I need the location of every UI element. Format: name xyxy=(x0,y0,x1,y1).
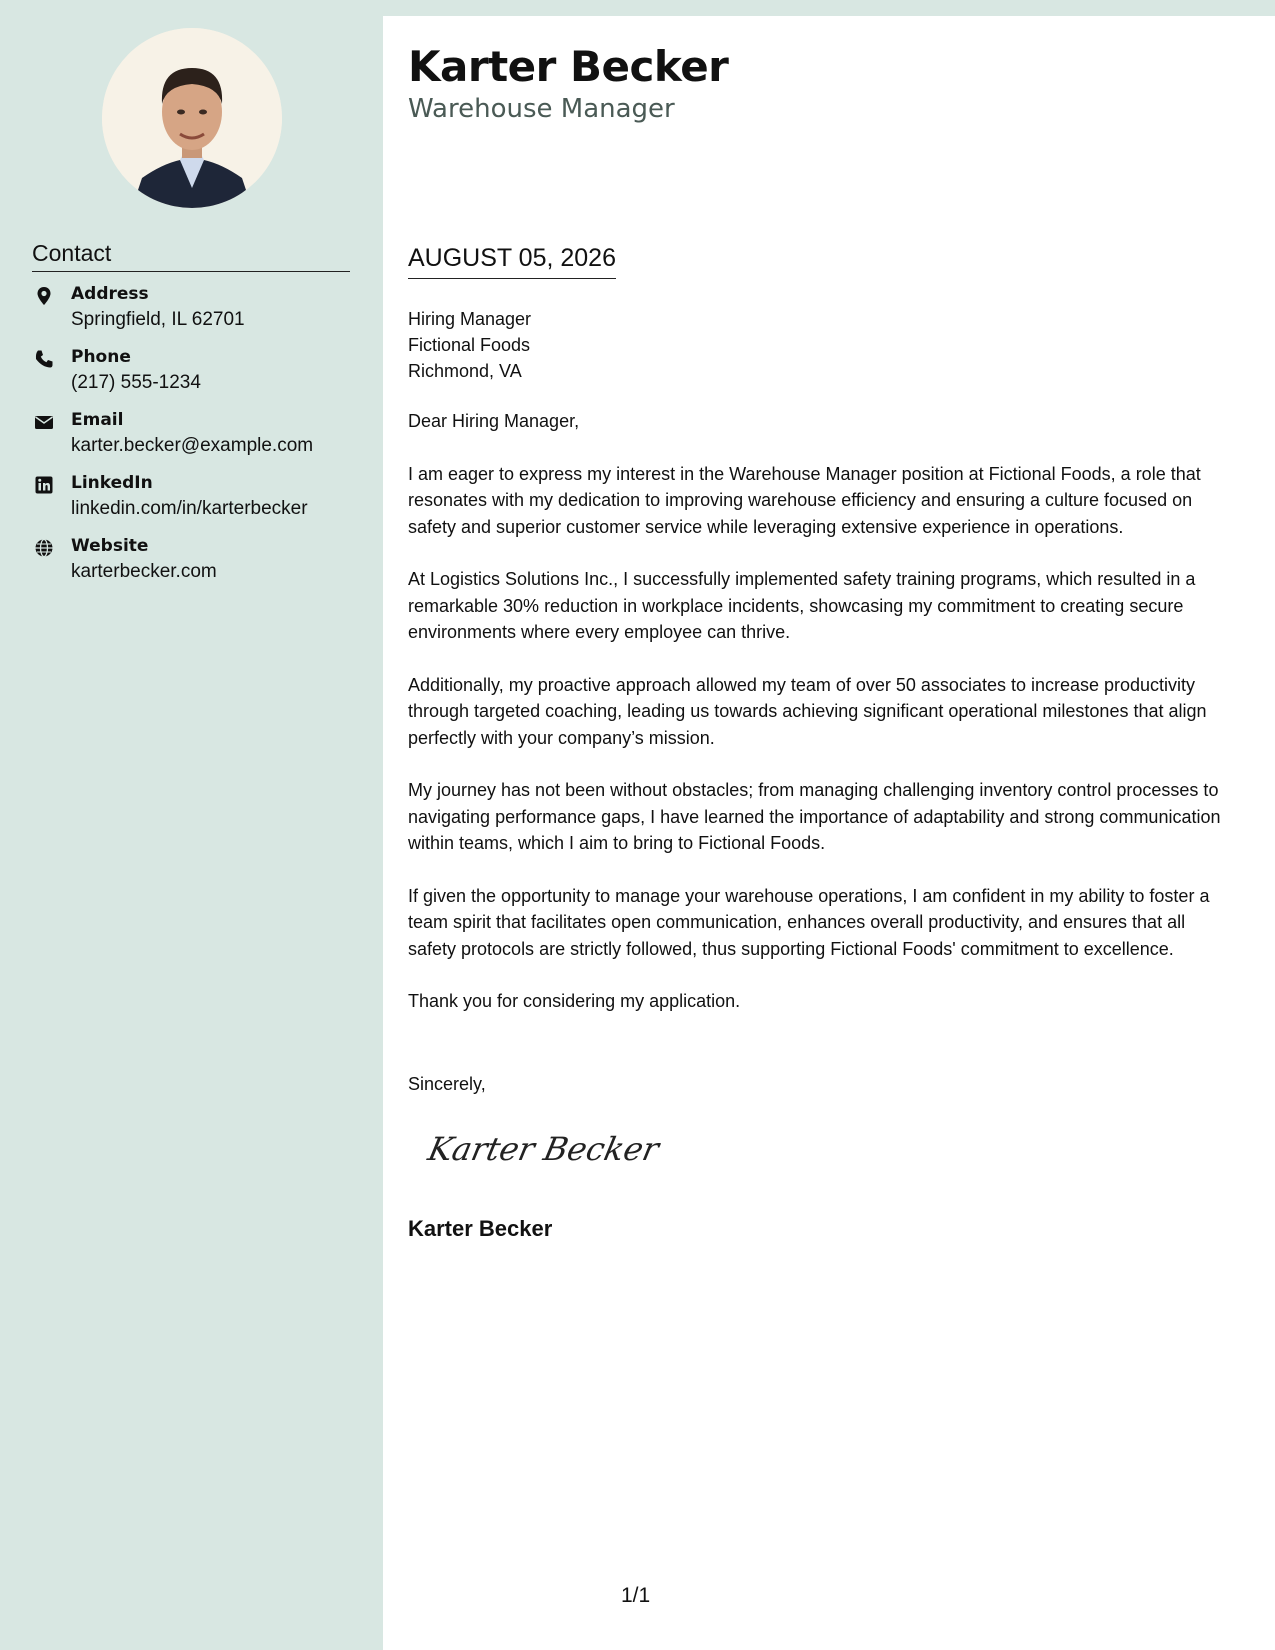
linkedin-link[interactable]: linkedin.com/in/karterbecker xyxy=(71,498,308,519)
contact-website xyxy=(32,536,362,599)
recipient-block xyxy=(408,306,531,384)
globe-icon xyxy=(34,538,54,558)
signer-name: Karter Becker xyxy=(408,1216,553,1241)
phone-icon xyxy=(34,349,54,369)
contact-label: Website xyxy=(71,536,149,556)
recipient-line: Fictional Foods xyxy=(408,335,531,355)
envelope-icon xyxy=(34,412,54,432)
contact-linkedin xyxy=(32,473,362,536)
map-pin-icon xyxy=(34,286,54,306)
letter-content xyxy=(408,408,1238,1041)
email-link[interactable]: karter.becker@example.com xyxy=(71,435,314,456)
svg-text:Karter Becker: Karter Becker xyxy=(424,1130,663,1168)
recipient-line: Richmond, VA xyxy=(408,361,522,381)
linkedin-icon xyxy=(34,475,54,495)
website-link[interactable]: karterbecker.com xyxy=(71,561,217,582)
sidebar xyxy=(0,0,383,1650)
page-number: 1/1 xyxy=(621,1584,651,1607)
address-value: Springfield, IL 62701 xyxy=(71,309,245,330)
letter-paragraph: Thank you for considering my application. xyxy=(408,991,741,1011)
letter-paragraph: At Logistics Solutions Inc., I successfully implemented safety training programs, which resulted in a remarkable 30% reduction in workplace incidents, showcasing my commitment to creating secure environments where every employee can thrive. xyxy=(408,569,1196,642)
letter-paragraph: If given the opportunity to manage your warehouse operations, I am confident in my ability to foster a team spirit that facilitates open communication, enhances overall productivity, and ensures that all safety protocols are strictly followed, thus supporting Fictional Foods' commitment to excellence. xyxy=(408,885,1210,959)
contact-label: Address xyxy=(71,284,149,304)
phone-value: (217) 555-1234 xyxy=(71,372,201,393)
recipient-line: Hiring Manager xyxy=(408,309,532,329)
contact-label: Phone xyxy=(71,347,131,367)
contact-label: LinkedIn xyxy=(71,473,153,493)
job-title: Warehouse Manager xyxy=(408,94,675,124)
contact-email xyxy=(32,410,362,473)
contact-heading: Contact xyxy=(32,240,350,272)
contact-list xyxy=(32,284,362,599)
applicant-name: Karter Becker xyxy=(408,42,729,91)
contact-phone xyxy=(32,347,362,410)
letter-paragraph: Additionally, my proactive approach allowed my team of over 50 associates to increase productivity through targeted coaching, leading us towards achieving significant operational milestones that align perfectly with your company’s mission. xyxy=(408,674,1207,748)
signature xyxy=(423,1120,663,1185)
contact-label: Email xyxy=(71,410,124,430)
letter-paragraph: My journey has not been without obstacles; from managing challenging inventory control processes to navigating performance gaps, I have learned the importance of adaptability and strong communication within teams, which I aim to bring to Fictional Foods. xyxy=(408,780,1221,853)
letter-paragraph: I am eager to express my interest in the Warehouse Manager position at Fictional Foods, a role that resonates with my dedication to improving warehouse efficiency and ensuring a culture focused on safety and superior customer service while leveraging extensive experience in operations. xyxy=(408,463,1201,537)
closing: Sincerely, xyxy=(408,1074,486,1094)
salutation: Dear Hiring Manager, xyxy=(408,411,580,431)
letter-body xyxy=(383,16,1275,1650)
letter-date: AUGUST 05, 2026 xyxy=(408,244,616,279)
profile-photo xyxy=(102,28,282,208)
contact-address xyxy=(32,284,362,347)
